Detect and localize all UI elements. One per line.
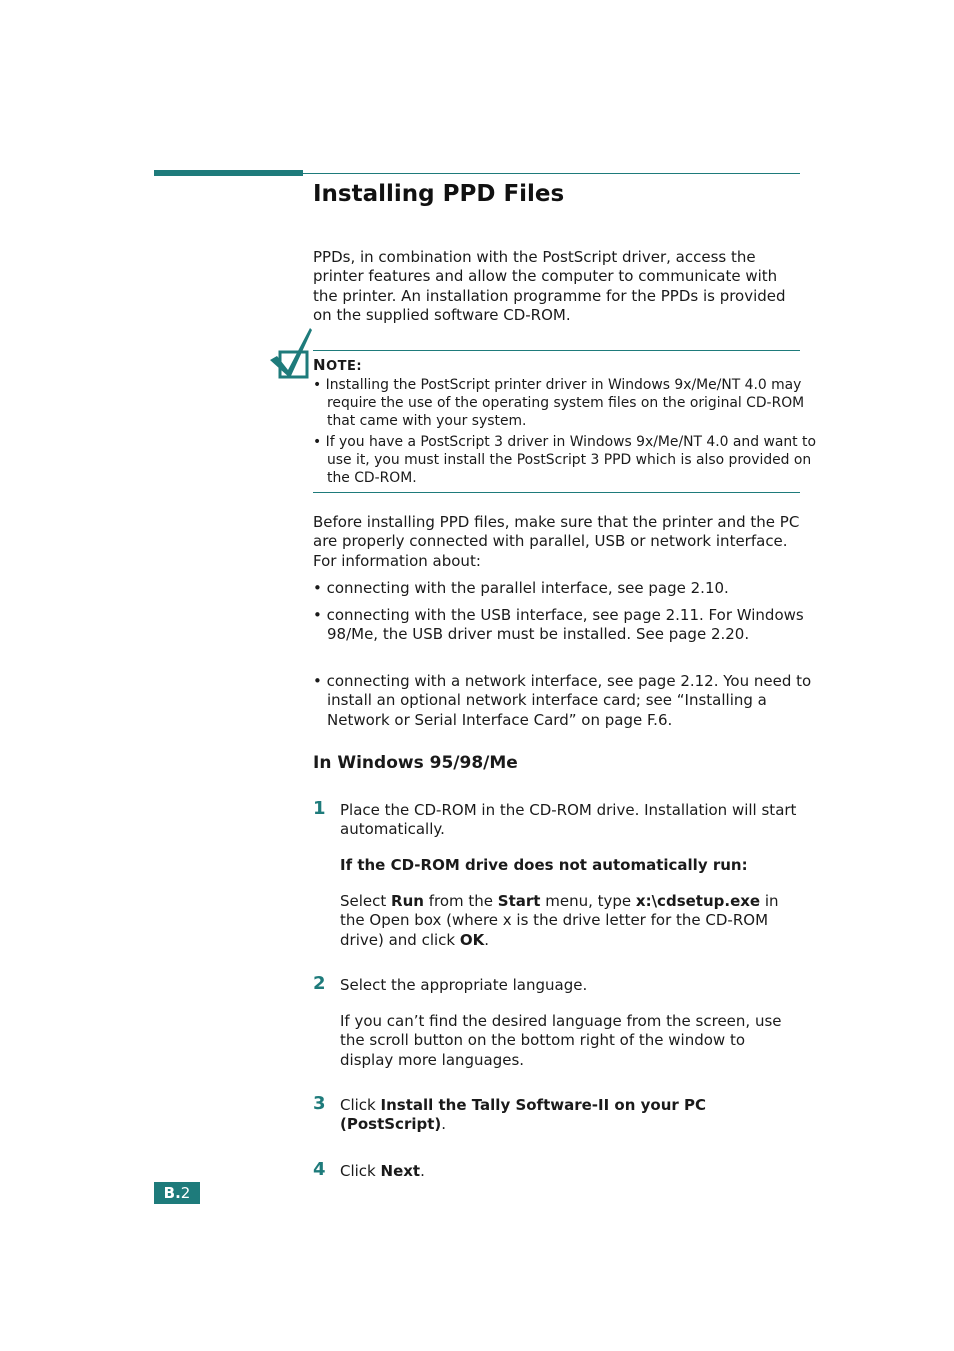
checkmark-note-icon: [268, 326, 314, 382]
note-item: • If you have a PostScript 3 driver in Windows 9x/Me/NT 4.0 and want to use it, you must install the PostScript 3 PPD which is also provided on the CD-ROM.: [313, 434, 816, 486]
note-bottom-rule: [313, 492, 800, 493]
step-number: 2: [313, 973, 326, 994]
page-title: Installing PPD Files: [313, 181, 565, 207]
step-text: Click Install the Tally Software-II on your PC (PostScript).: [340, 1096, 707, 1134]
step-subheading: If the CD-ROM drive does not automatically run:: [340, 856, 748, 874]
header-accent-bar: [154, 170, 303, 176]
list-item: • connecting with the parallel interface, see page 2.10.: [313, 579, 729, 597]
prerequisite-paragraph: Before installing PPD files, make sure that the printer and the PC are properly connected with parallel, USB or network interface. For information about:: [313, 513, 800, 570]
step-text: Place the CD-ROM in the CD-ROM drive. Installation will start automatically.: [340, 801, 797, 839]
note-item: • Installing the PostScript printer driver in Windows 9x/Me/NT 4.0 may require the use of the operating system files on the original CD-ROM that came with your system.: [313, 377, 805, 429]
list-item: • connecting with the USB interface, see page 2.11. For Windows 98/Me, the USB driver must be installed. See page 2.20.: [313, 606, 804, 644]
step-text: Click Next.: [340, 1162, 425, 1180]
page-number-badge: B.2: [154, 1182, 200, 1204]
step-number: 4: [313, 1159, 326, 1180]
note-top-rule: [313, 350, 800, 351]
header-rule: [303, 173, 800, 174]
note-label: NOTE:: [313, 356, 363, 374]
step-instruction: Select Run from the Start menu, type x:\cdsetup.exe in the Open box (where x is the drive letter for the CD-ROM drive) and click OK.: [340, 892, 779, 949]
section-subheading: In Windows 95/98/Me: [313, 753, 518, 773]
step-instruction: If you can’t find the desired language from the screen, use the scroll button on the bottom right of the window to display more languages.: [340, 1012, 782, 1069]
step-text: Select the appropriate language.: [340, 976, 588, 994]
step-number: 1: [313, 798, 326, 819]
step-number: 3: [313, 1093, 326, 1114]
intro-paragraph: PPDs, in combination with the PostScript driver, access the printer features and allow the computer to communicate with the printer. An installation programme for the PPDs is provided on the supplied software CD-ROM.: [313, 248, 786, 324]
list-item: • connecting with a network interface, see page 2.12. You need to install an optional network interface card; see “Installing a Network or Serial Interface Card” on page F.6.: [313, 672, 812, 729]
